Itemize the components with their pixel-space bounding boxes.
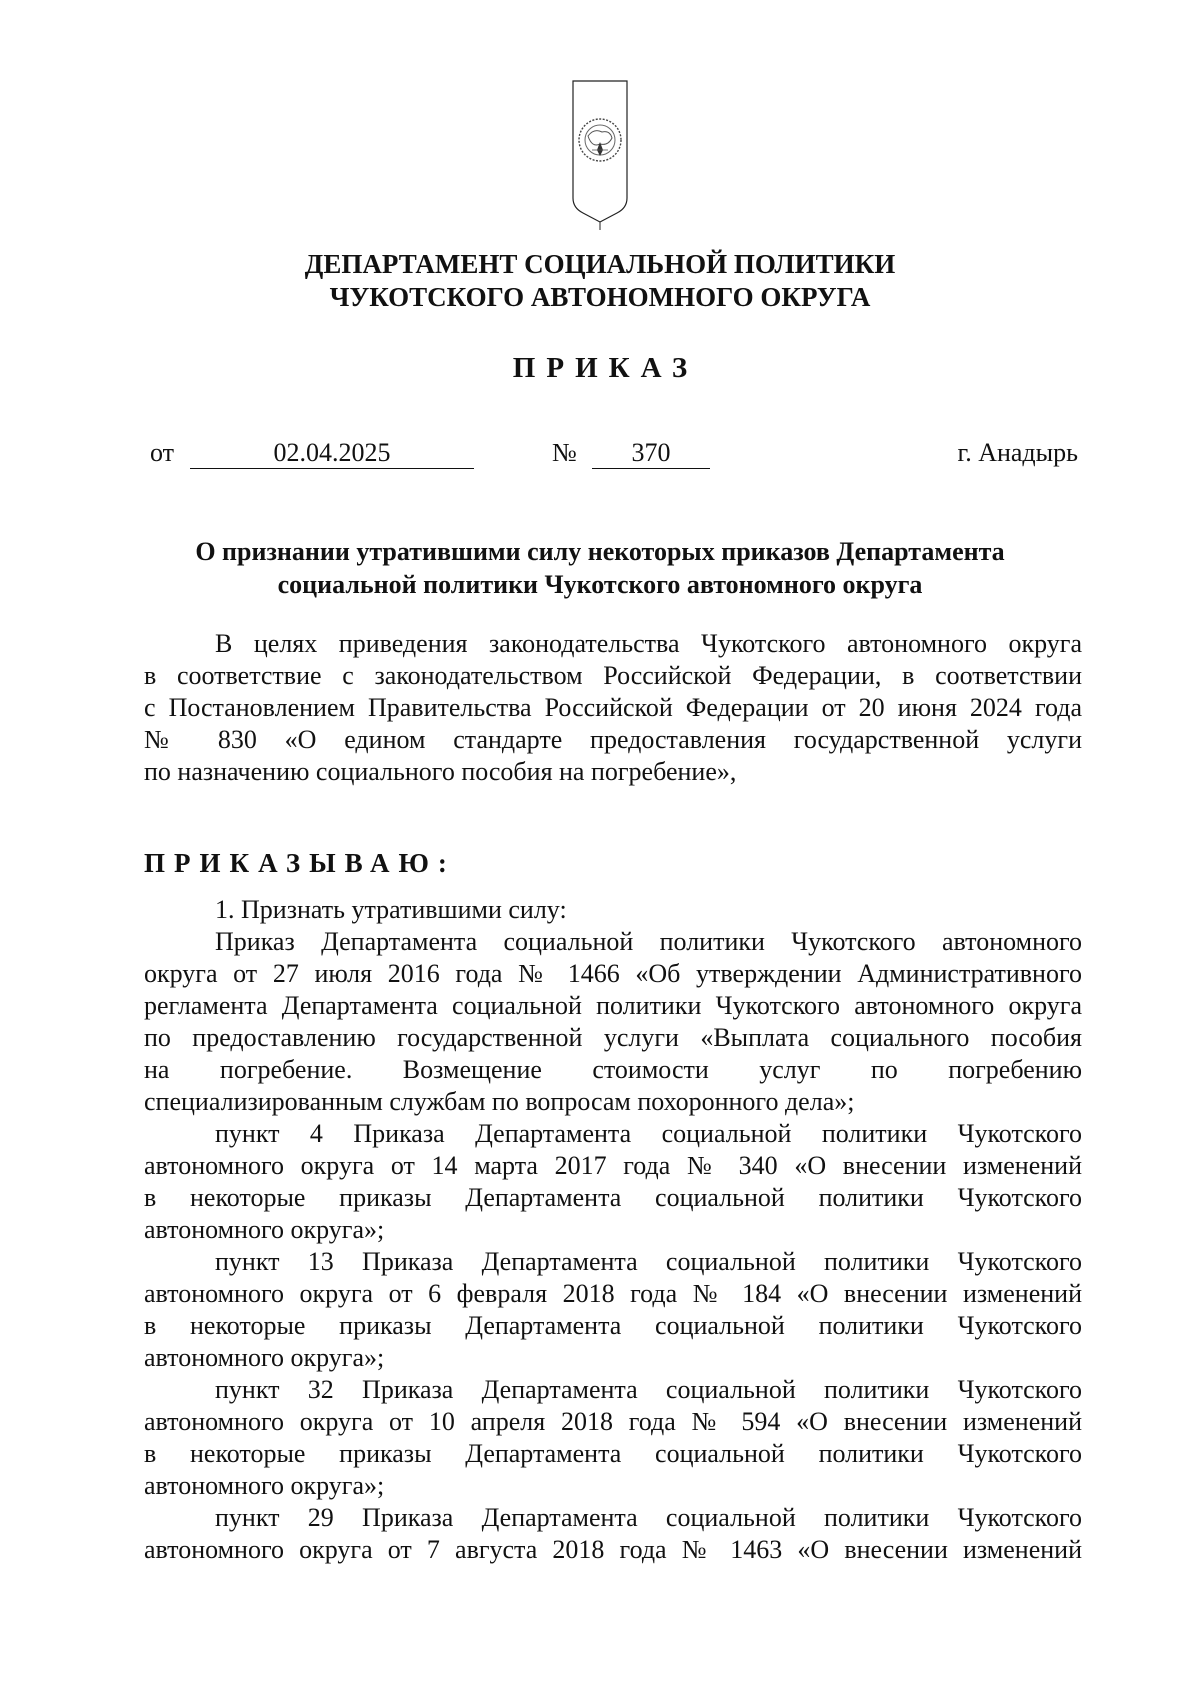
body-line: по предоставлению государственной услуги «Выплата социального пособия <box>144 1023 1082 1052</box>
title-line: О признании утратившими силу некоторых приказов Департамента <box>195 537 1005 566</box>
preamble-line: в соответствие с законодательством Российской Федерации, в соответствии <box>144 661 1082 690</box>
preamble-line: № 830 «О едином стандарте предоставления государственной услуги <box>144 725 1082 754</box>
document-type: ПРИКАЗ <box>512 352 699 384</box>
orders-heading: ПРИКАЗЫВАЮ: <box>144 848 456 878</box>
body-line: Приказ Департамента социальной политики Чукотского автономного <box>215 927 1082 956</box>
body-line: автономного округа»; <box>144 1471 385 1500</box>
body-line: автономного округа»; <box>144 1215 385 1244</box>
title-line: социальной политики Чукотского автономного округа <box>277 570 923 599</box>
body-line: пункт 13 Приказа Департамента социальной политики Чукотского <box>215 1247 1082 1276</box>
order-number: 370 <box>592 438 710 469</box>
preamble-line: с Постановлением Правительства Российской Федерации от 20 июня 2024 года <box>144 693 1082 722</box>
preamble-line: по назначению социального пособия на погребение», <box>144 757 737 786</box>
department-line: ЧУКОТСКОГО АВТОНОМНОГО ОКРУГА <box>329 282 871 312</box>
body-line: автономного округа от 6 февраля 2018 года № 184 «О внесении изменений <box>144 1279 1082 1308</box>
body-line: округа от 27 июля 2016 года № 1466 «Об утверждении Административного <box>144 959 1082 988</box>
number-label: № <box>552 438 577 467</box>
body-line: в некоторые приказы Департамента социальной политики Чукотского <box>144 1311 1082 1340</box>
body-line: пункт 4 Приказа Департамента социальной политики Чукотского <box>215 1119 1082 1148</box>
body-line: автономного округа»; <box>144 1343 385 1372</box>
body-line: автономного округа от 10 апреля 2018 года № 594 «О внесении изменений <box>144 1407 1082 1436</box>
department-line: ДЕПАРТАМЕНТ СОЦИАЛЬНОЙ ПОЛИТИКИ <box>304 249 896 279</box>
body-line: регламента Департамента социальной политики Чукотского автономного округа <box>144 991 1082 1020</box>
preamble-line: В целях приведения законодательства Чукотского автономного округа <box>215 629 1082 658</box>
department-name <box>0 248 1200 314</box>
body-line: пункт 32 Приказа Департамента социальной политики Чукотского <box>215 1375 1082 1404</box>
date-number-row <box>150 438 1078 472</box>
body-line: в некоторые приказы Департамента социальной политики Чукотского <box>144 1439 1082 1468</box>
body-line: автономного округа от 7 августа 2018 года № 1463 «О внесении изменений <box>144 1535 1082 1564</box>
from-label: от <box>150 438 175 467</box>
body-line: на погребение. Возмещение стоимости услуг по погребению <box>144 1055 1082 1084</box>
coat-of-arms-icon <box>572 80 628 232</box>
city: г. Анадырь <box>957 438 1078 467</box>
body-line: 1. Признать утратившими силу: <box>215 895 567 924</box>
body-line: специализированным службам по вопросам похоронного дела»; <box>144 1087 855 1116</box>
order-title <box>0 535 1200 601</box>
order-date: 02.04.2025 <box>190 438 474 469</box>
body-line: пункт 29 Приказа Департамента социальной политики Чукотского <box>215 1503 1082 1532</box>
body-line: автономного округа от 14 марта 2017 года № 340 «О внесении изменений <box>144 1151 1082 1180</box>
body-line: в некоторые приказы Департамента социальной политики Чукотского <box>144 1183 1082 1212</box>
